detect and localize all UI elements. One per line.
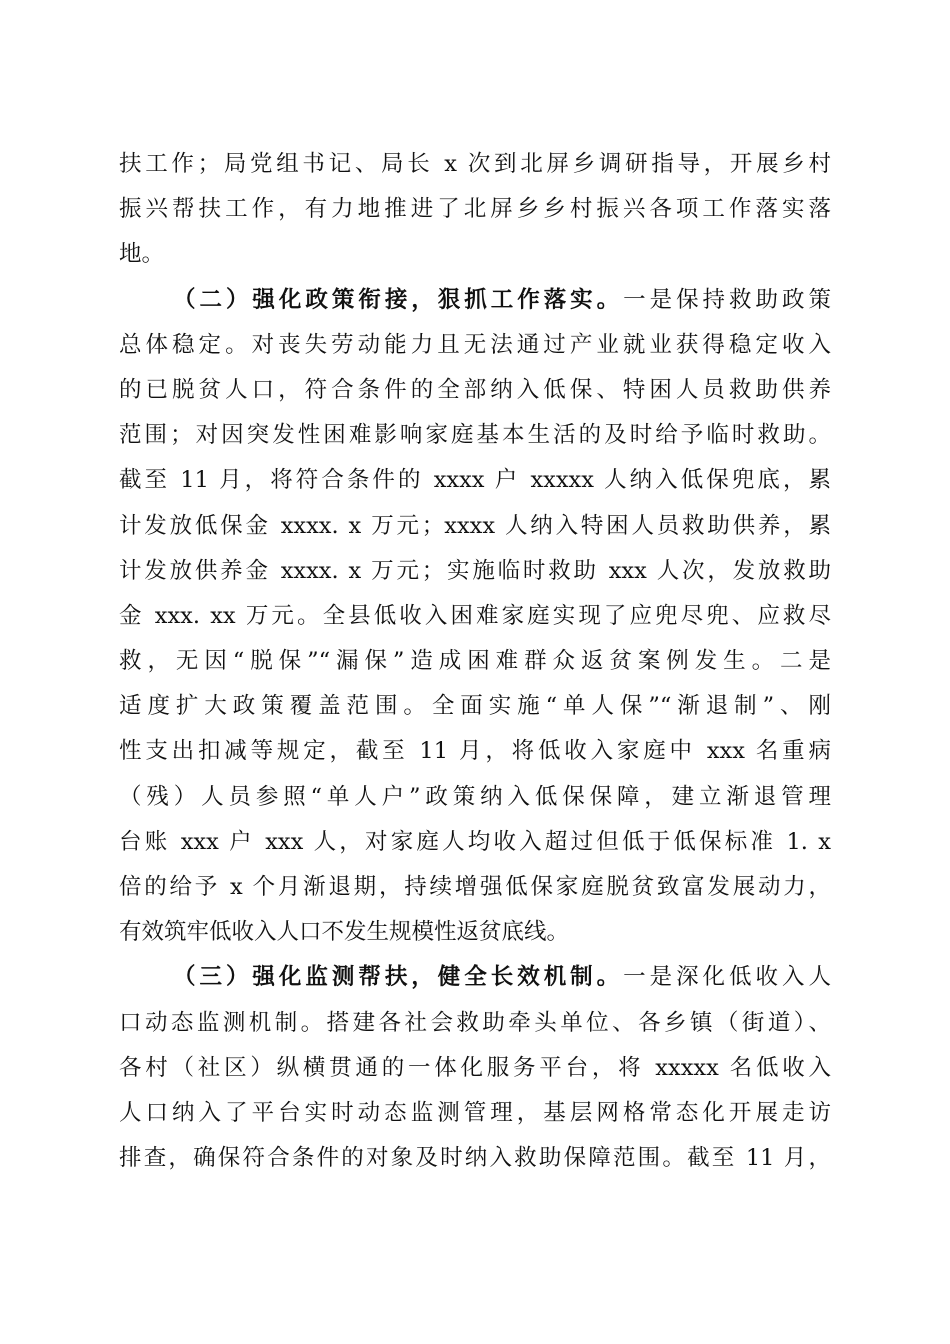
paragraph-line: 截至 11 月，将符合条件的 xxxx 户 xxxxx 人纳入低保兜底，累 bbox=[119, 467, 831, 494]
section-3-first-line-text: 一是深化低收入人 bbox=[623, 964, 831, 991]
paragraph-line: 各村（社区）纵横贯通的一体化服务平台，将 xxxxx 名低收入 bbox=[119, 1054, 831, 1081]
paragraph-line: 性支出扣减等规定，截至 11 月，将低收入家庭中 xxx 名重病 bbox=[119, 738, 831, 765]
paragraph-line: 口动态监测机制。搭建各社会救助牵头单位、各乡镇（街道）、 bbox=[119, 1009, 831, 1036]
section-3-first-line bbox=[119, 955, 831, 1000]
paragraph-line: 振兴帮扶工作，有力地推进了北屏乡乡村振兴各项工作落实落 bbox=[119, 196, 831, 223]
section-2-heading: （二）强化政策衔接，狠抓工作落实。 bbox=[173, 286, 624, 313]
section-2-first-line-text: 一是保持救助政策 bbox=[623, 286, 831, 313]
paragraph-line: 有效筑牢低收入人口不发生规模性返贫底线。 bbox=[119, 919, 570, 946]
paragraph-line: 适度扩大政策覆盖范围。全面实施“单人保”“渐退制”、刚 bbox=[119, 693, 831, 720]
body-text bbox=[119, 142, 831, 1181]
paragraph-line: 倍的给予 x 个月渐退期，持续增强低保家庭脱贫致富发展动力， bbox=[119, 874, 831, 900]
paragraph-line: （残）人员参照“单人户”政策纳入低保保障，建立渐退管理 bbox=[119, 783, 831, 810]
paragraph-line: 范围；对因突发性困难影响家庭基本生活的及时给予临时救助。 bbox=[119, 422, 831, 449]
paragraph-line: 地。 bbox=[119, 241, 165, 268]
paragraph-line: 人口纳入了平台实时动态监测管理，基层网格常态化开展走访 bbox=[119, 1099, 831, 1126]
paragraph-line: 计发放低保金 xxxx. x 万元；xxxx 人纳入特困人员救助供养，累 bbox=[119, 512, 831, 539]
paragraph-line: 金 xxx. xx 万元。全县低收入困难家庭实现了应兜尽兜、应救尽 bbox=[119, 602, 831, 629]
paragraph-line: 总体稳定。对丧失劳动能力且无法通过产业就业获得稳定收入 bbox=[119, 331, 831, 358]
paragraph-line: 的已脱贫人口，符合条件的全部纳入低保、特困人员救助供养 bbox=[119, 376, 831, 403]
paragraph-line: 排查，确保符合条件的对象及时纳入救助保障范围。截至 11 月， bbox=[119, 1145, 831, 1172]
paragraph-line: 扶工作；局党组书记、局长 x 次到北屏乡调研指导，开展乡村 bbox=[119, 151, 831, 177]
section-2-first-line bbox=[119, 278, 831, 323]
paragraph-line: 台账 xxx 户 xxx 人，对家庭人均收入超过但低于低保标准 1. x bbox=[119, 828, 831, 855]
paragraph-line: 计发放供养金 xxxx. x 万元；实施临时救助 xxx 人次，发放救助 bbox=[119, 557, 831, 584]
section-3-heading: （三）强化监测帮扶，健全长效机制。 bbox=[173, 964, 624, 991]
paragraph-line: 救，无因“脱保”“漏保”造成困难群众返贫案例发生。二是 bbox=[119, 648, 831, 675]
